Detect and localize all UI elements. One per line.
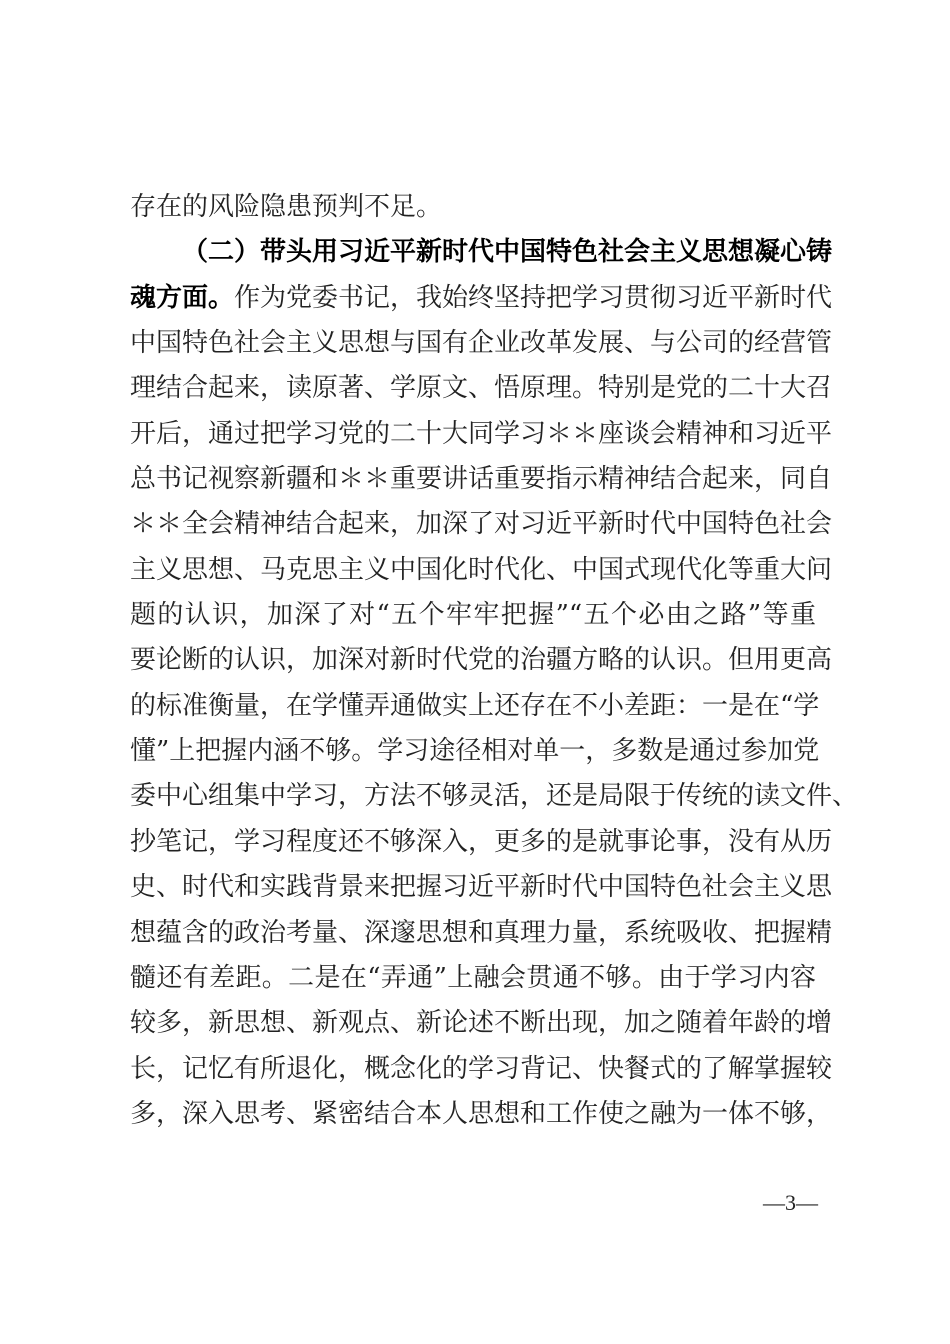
text-line: 开后，通过把学习党的二十大同学习＊＊座谈会精神和习近平 [130, 418, 833, 449]
text-line [130, 276, 833, 321]
text-line: 多，深入思考、紧密结合本人思想和工作使之融为一体不够， [130, 1098, 833, 1129]
section-heading-end: 魂方面。 [130, 282, 235, 313]
text-line: 题的认识，加深了对“五个牢牢把握”“五个必由之路”等重 [130, 600, 816, 631]
text-line: 髓还有差距。二是在“弄通”上融会贯通不够。由于学习内容 [130, 962, 816, 993]
text-line: 史、时代和实践背景来把握习近平新时代中国特色社会主义思 [130, 872, 833, 903]
document-body [130, 185, 859, 1137]
text-line: 抄笔记，学习程度还不够深入，更多的是就事论事，没有从历 [130, 826, 833, 857]
text-line: 理结合起来，读原著、学原文、悟原理。特别是党的二十大召 [130, 373, 833, 404]
text-line: 存在的风险隐患预判不足。 [130, 192, 443, 222]
text-line: ＊＊全会精神结合起来，加深了对习近平新时代中国特色社会 [130, 509, 833, 540]
page-number: —3— [763, 1190, 818, 1215]
text-line: 总书记视察新疆和＊＊重要讲话重要指示精神结合起来，同自 [130, 464, 833, 495]
text-line: 中国特色社会主义思想与国有企业改革发展、与公司的经营管 [130, 328, 833, 359]
text-line: 较多，新思想、新观点、新论述不断出现，加之随着年龄的增 [130, 1008, 833, 1039]
text-span: 作为党委书记，我始终坚持把学习贯彻习近平新时代 [234, 282, 833, 313]
text-line: 长，记忆有所退化，概念化的学习背记、快餐式的了解掌握较 [130, 1053, 833, 1084]
text-line: 的标准衡量，在学懂弄通做实上还存在不小差距：一是在“学 [130, 690, 820, 721]
text-line: 要论断的认识，加深对新时代党的治疆方略的认识。但用更高 [130, 645, 833, 676]
text-line: 想蕴含的政治考量、深邃思想和真理力量，系统吸收、把握精 [130, 917, 833, 948]
text-line: 委中心组集中学习，方法不够灵活，还是局限于传统的读文件、 [130, 781, 859, 812]
section-heading: （二）带头用习近平新时代中国特色社会主义思想凝心铸 [182, 237, 833, 268]
text-line: 主义思想、马克思主义中国化时代化、中国式现代化等重大问 [130, 554, 833, 585]
text-line: 懂”上把握内涵不够。学习途径相对单一，多数是通过参加党 [130, 736, 820, 767]
